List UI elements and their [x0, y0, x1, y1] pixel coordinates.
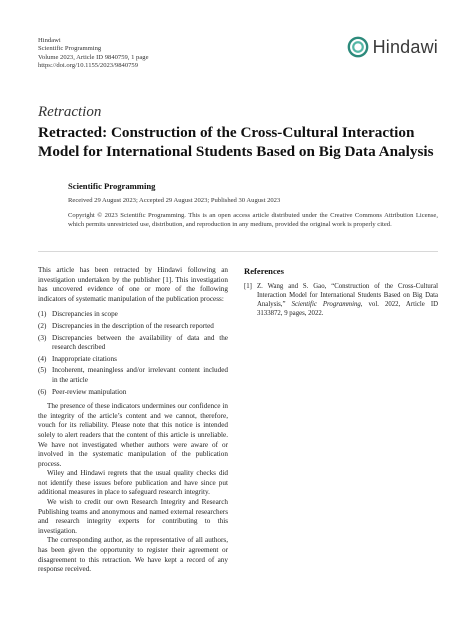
journal-name: Scientific Programming: [38, 45, 102, 53]
article-meta: [38, 37, 149, 71]
article-type: Retraction: [38, 104, 102, 120]
article-title: Retracted: Construction of the Cross-Cultural Interaction Model for International Students Based on Big Data Analysis: [38, 124, 434, 160]
logo-wordmark: Hindawi: [372, 36, 438, 57]
reference-text[interactable]: [257, 283, 438, 319]
reference-item: [244, 283, 438, 319]
list-item-number: (3): [38, 333, 47, 342]
section-divider: [38, 251, 438, 252]
doi-link[interactable]: https://doi.org/10.1155/2023/9840759: [38, 62, 139, 70]
references-column: [244, 266, 438, 319]
hindawi-logo-icon: [347, 36, 369, 58]
list-item-text: Incoherent, meaningless and/or irrelevant content included in the article: [52, 366, 228, 384]
list-item-number: (4): [38, 354, 47, 363]
reference-number: [1]: [244, 283, 252, 290]
list-item-number: (5): [38, 366, 47, 375]
list-item-number: (1): [38, 310, 47, 319]
list-item: [38, 388, 228, 398]
article-dates: Received 29 August 2023; Accepted 29 August 2023; Published 30 August 2023: [68, 197, 281, 204]
list-item: [38, 334, 228, 353]
reference-journal: Scientific Programming: [291, 300, 361, 308]
list-item-text: Discrepancies in scope: [52, 310, 118, 319]
publisher-name: Hindawi: [38, 37, 61, 44]
hindawi-logo: [347, 36, 438, 58]
list-item: [38, 355, 228, 365]
list-item-text: Discrepancies in the description of the research reported: [52, 321, 214, 330]
integrity-paragraph: The presence of these indicators undermines our confidence in the integrity of the article’s content and we cannot, therefore, vouch for its reliability. Please note that this notice is intended solely to alert readers that the content of this article is unreliable. We have not investigated whether authors were aware of or involved in the systematic manipulation of the publication process.: [38, 402, 228, 468]
credits-paragraph: We wish to credit our own Research Integrity and Research Publishing teams and anonymous and named external researchers and research integrity experts for contributing to this investigation.: [38, 498, 228, 535]
intro-paragraph: This article has been retracted by Hindawi following an investigation undertaken by the publisher [1]. This investigation has uncovered evidence of one or more of the following indicators of systematic manipulation of the publication process:: [38, 266, 228, 303]
copyright-notice: Copyright © 2023 Scientific Programming. This is an open access article distributed under the Creative Commons Attribution License, which permits unrestricted use, distribution, and reproduction in any medium, provided the original work is properly cited.: [68, 212, 438, 228]
list-item-number: (6): [38, 387, 47, 396]
volume-line: Volume 2023, Article ID 9840759, 1 page: [38, 53, 149, 61]
author-response-paragraph: The corresponding author, as the representative of all authors, has been given the opportunity to register their agreement or disagreement to this retraction. We have kept a record of any response received.: [38, 536, 228, 574]
references-heading: References: [244, 266, 284, 276]
list-item: [38, 322, 228, 332]
list-item: [38, 366, 228, 385]
quality-checks-paragraph: Wiley and Hindawi regrets that the usual quality checks did not identify these issues before publication and have since put additional measures in place to safeguard research integrity.: [38, 469, 228, 497]
list-item-number: (2): [38, 321, 47, 330]
reference-details: , vol. 2022, Article ID 3133872, 9 pages, 2022.: [257, 300, 438, 317]
list-item-text: Discrepancies between the availability of data and the research described: [52, 333, 228, 352]
article-author: Scientific Programming: [68, 181, 156, 191]
list-item-text: Inappropriate citations: [52, 354, 117, 363]
list-item: [38, 310, 228, 320]
list-item-text: Peer-review manipulation: [52, 387, 127, 396]
body-column: [38, 266, 228, 575]
indicator-list: [38, 310, 228, 397]
reference-citation: Z. Wang and S. Gao, “Construction of the Cross-Cultural Interaction Model for International Students Based on Big Data Analysis,”: [257, 283, 438, 308]
